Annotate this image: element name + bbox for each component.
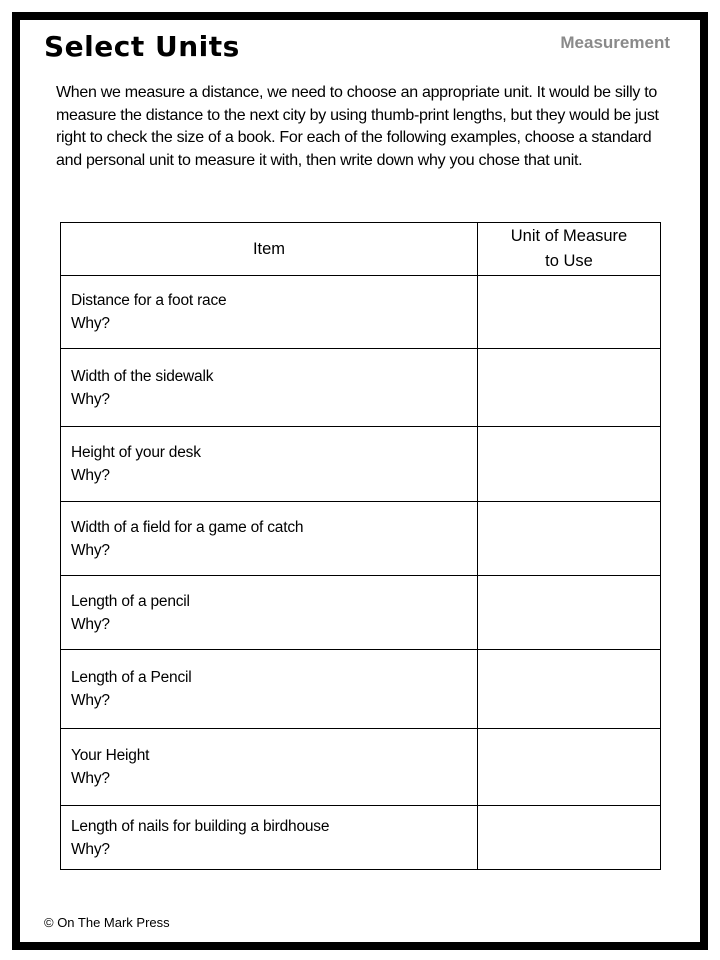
page-title: Select Units	[44, 30, 240, 63]
item-label: Length of a pencil	[71, 592, 190, 610]
why-label: Why?	[71, 840, 110, 858]
unit-answer-cell[interactable]	[478, 502, 661, 576]
header-item: Item	[61, 223, 478, 276]
table-row	[61, 650, 661, 729]
table-row	[61, 427, 661, 502]
item-label: Your Height	[71, 747, 150, 764]
table-row	[61, 276, 661, 349]
unit-answer-cell[interactable]	[478, 276, 661, 349]
why-label: Why?	[71, 692, 110, 709]
item-label: Distance for a foot race	[71, 292, 227, 309]
item-cell	[61, 729, 478, 806]
item-cell	[61, 502, 478, 576]
table-row	[61, 806, 661, 870]
table-header	[61, 223, 661, 276]
table-row	[61, 349, 661, 427]
item-label: Height of your desk	[71, 444, 201, 461]
why-label: Why?	[71, 615, 110, 633]
header-unit: Unit of Measure to Use	[478, 223, 661, 276]
why-label: Why?	[71, 770, 110, 787]
item-label: Length of nails for building a birdhouse	[71, 817, 330, 835]
why-label: Why?	[71, 467, 110, 484]
table-row	[61, 729, 661, 806]
worksheet-table	[60, 222, 661, 870]
unit-answer-cell[interactable]	[478, 729, 661, 806]
unit-answer-cell[interactable]	[478, 650, 661, 729]
item-cell	[61, 276, 478, 349]
instructions: When we measure a distance, we need to choose an appropriate unit. It would be silly to measure the distance to the next city by using thumb-print lengths, but they would be just right to check the size of a book. For each of the following examples, choose a standard and personal unit to measure it with, then write down why you chose that unit.	[56, 84, 659, 169]
unit-answer-cell[interactable]	[478, 427, 661, 502]
item-cell	[61, 806, 478, 870]
why-label: Why?	[71, 541, 110, 559]
why-label: Why?	[71, 315, 110, 332]
item-cell	[61, 576, 478, 650]
subject-label: Measurement	[560, 33, 670, 52]
why-label: Why?	[71, 390, 110, 408]
unit-answer-cell[interactable]	[478, 576, 661, 650]
item-label: Width of a field for a game of catch	[71, 518, 304, 536]
item-cell	[61, 349, 478, 427]
item-cell	[61, 427, 478, 502]
table-row	[61, 502, 661, 576]
item-cell	[61, 650, 478, 729]
table-row	[61, 576, 661, 650]
copyright: © On The Mark Press	[44, 915, 170, 930]
unit-answer-cell[interactable]	[478, 806, 661, 870]
item-label: Length of a Pencil	[71, 669, 192, 686]
unit-answer-cell[interactable]	[478, 349, 661, 427]
item-label: Width of the sidewalk	[71, 367, 214, 385]
